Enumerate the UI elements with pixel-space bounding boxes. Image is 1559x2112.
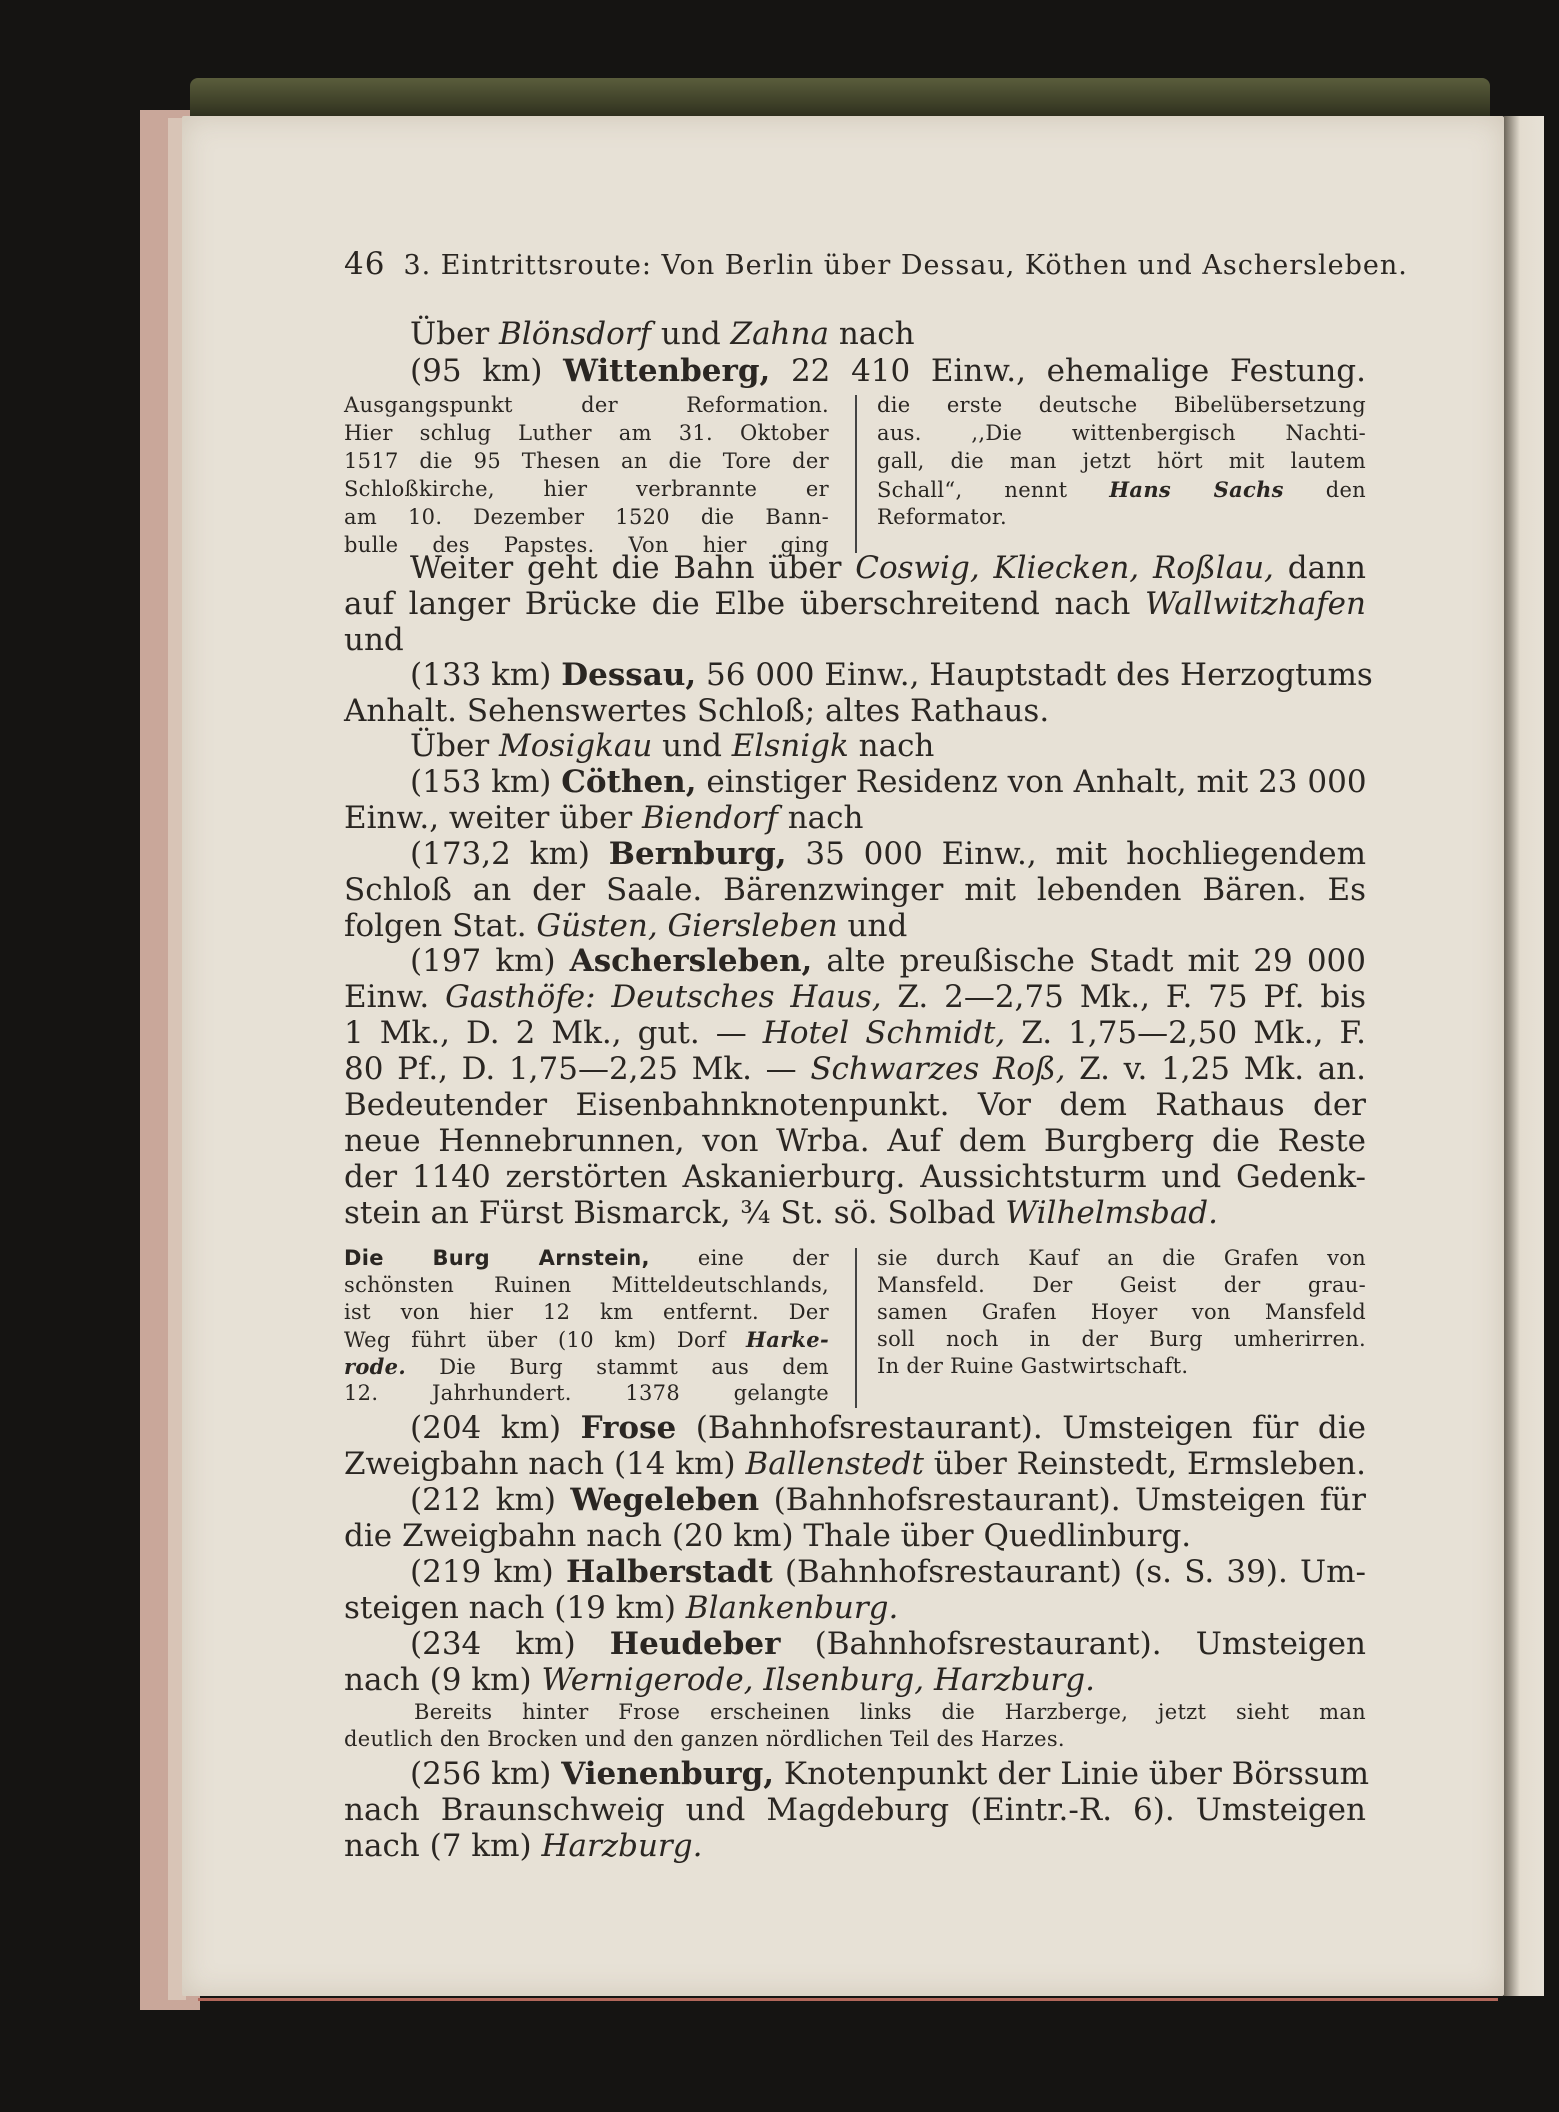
note-line: Mansfeld. Der Geist der grau- bbox=[877, 1273, 1366, 1297]
note-line: 1517 die 95 Thesen an die Tore der bbox=[344, 449, 829, 473]
note-line: Die Burg Arnstein, eine der bbox=[344, 1246, 829, 1270]
text-line: Bedeutender Eisenbahnknotenpunkt. Vor dem Rathaus der bbox=[344, 1087, 1366, 1123]
note-line: am 10. Dezember 1520 die Bann- bbox=[344, 505, 829, 529]
text-line: (95 km) Wittenberg, 22 410 Einw., ehemalige Festung. bbox=[410, 353, 1366, 389]
text-line: Weiter geht die Bahn über Coswig, Kliecken, Roßlau, dann bbox=[410, 550, 1366, 586]
text-line: nach (9 km) Wernigerode, Ilsenburg, Harzburg. bbox=[344, 1662, 1095, 1698]
note-line: samen Grafen Hoyer von Mansfeld bbox=[877, 1300, 1366, 1324]
note-line: Reformator. bbox=[877, 505, 1007, 529]
note-line: Weg führt über (10 km) Dorf Harke- bbox=[344, 1327, 829, 1352]
column-divider bbox=[855, 1248, 857, 1408]
note-line: rode. Die Burg stammt aus dem bbox=[344, 1354, 829, 1379]
text-line: steigen nach (19 km) Blankenburg. bbox=[344, 1590, 899, 1626]
column-divider bbox=[855, 395, 857, 553]
text-line: neue Hennebrunnen, von Wrba. Auf dem Burgberg die Reste bbox=[344, 1123, 1366, 1159]
page-number: 46 bbox=[344, 246, 386, 282]
running-header bbox=[344, 246, 1408, 282]
text-line: Zweigbahn nach (14 km) Ballenstedt über Reinstedt, Ermsleben. bbox=[344, 1446, 1366, 1482]
text-line: und bbox=[344, 622, 404, 658]
text-line: folgen Stat. Güsten, Giersleben und bbox=[344, 908, 908, 944]
text-line: 1 Mk., D. 2 Mk., gut. — Hotel Schmidt, Z. 1,75—2,50 Mk., F. bbox=[344, 1015, 1366, 1051]
text-line: (133 km) Dessau, 56 000 Einw., Hauptstadt des Herzogtums bbox=[410, 657, 1373, 693]
note-line: soll noch in der Burg umherirren. bbox=[877, 1327, 1366, 1351]
text-line: (212 km) Wegeleben (Bahnhofsrestaurant). Umsteigen für bbox=[410, 1482, 1366, 1518]
text-line: Einw. Gasthöfe: Deutsches Haus, Z. 2—2,75 Mk., F. 75 Pf. bis bbox=[344, 979, 1366, 1015]
note-line: 12. Jahrhundert. 1378 gelangte bbox=[344, 1381, 829, 1405]
note-line: Hier schlug Luther am 31. Oktober bbox=[344, 421, 829, 445]
text-line: Über Blönsdorf und Zahna nach bbox=[410, 316, 915, 352]
harz-note-line: Bereits hinter Frose erscheinen links die Harzberge, jetzt sieht man bbox=[414, 1700, 1366, 1724]
text-line: (197 km) Aschersleben, alte preußische Stadt mit 29 000 bbox=[410, 943, 1366, 979]
note-line: sie durch Kauf an die Grafen von bbox=[877, 1246, 1366, 1270]
text-line: auf langer Brücke die Elbe überschreitend nach Wallwitzhafen bbox=[344, 586, 1366, 622]
note-line: die erste deutsche Bibelübersetzung bbox=[877, 393, 1366, 417]
note-line: bulle des Papstes. Von hier ging bbox=[344, 533, 829, 557]
note-line: Schloßkirche, hier verbrannte er bbox=[344, 477, 829, 501]
facing-page-edge bbox=[1504, 116, 1544, 1996]
text-line: Anhalt. Sehenswertes Schloß; altes Rathaus. bbox=[344, 693, 1050, 729]
text-line: die Zweigbahn nach (20 km) Thale über Quedlinburg. bbox=[344, 1518, 1192, 1554]
note-line: aus. ,,Die wittenbergisch Nachti- bbox=[877, 421, 1366, 445]
text-line: (173,2 km) Bernburg, 35 000 Einw., mit hochliegendem bbox=[410, 836, 1366, 872]
note-line: In der Ruine Gastwirtschaft. bbox=[877, 1354, 1189, 1378]
text-line: (256 km) Vienenburg, Knotenpunkt der Linie über Börssum bbox=[410, 1756, 1370, 1792]
text-line: (204 km) Frose (Bahnhofsrestaurant). Umsteigen für die bbox=[410, 1410, 1367, 1446]
running-title: 3. Eintrittsroute: Von Berlin über Dessau, Köthen und Aschersleben. bbox=[403, 250, 1408, 281]
text-line: nach (7 km) Harzburg. bbox=[344, 1828, 703, 1864]
text-line: (219 km) Halberstadt (Bahnhofsrestaurant) (s. S. 39). Um- bbox=[410, 1554, 1366, 1590]
book-cover-top-edge bbox=[190, 78, 1490, 120]
page-bottom-rule bbox=[198, 1998, 1498, 2001]
note-line: schönsten Ruinen Mitteldeutschlands, bbox=[344, 1273, 829, 1297]
note-line: Ausgangspunkt der Reformation. bbox=[344, 393, 829, 417]
harz-note-line: deutlich den Brocken und den ganzen nördlichen Teil des Harzes. bbox=[344, 1727, 1065, 1751]
text-line: (234 km) Heudeber (Bahnhofsrestaurant). Umsteigen bbox=[410, 1626, 1366, 1662]
text-line: Über Mosigkau und Elsnigk nach bbox=[410, 728, 935, 764]
text-line: der 1140 zerstörten Askanierburg. Aussichtsturm und Gedenk- bbox=[344, 1159, 1366, 1195]
text-line: 80 Pf., D. 1,75—2,25 Mk. — Schwarzes Roß, Z. v. 1,25 Mk. an. bbox=[344, 1051, 1366, 1087]
text-line: Einw., weiter über Biendorf nach bbox=[344, 800, 864, 836]
text-line: Schloß an der Saale. Bärenzwinger mit lebenden Bären. Es bbox=[344, 872, 1366, 908]
text-line: (153 km) Cöthen, einstiger Residenz von Anhalt, mit 23 000 bbox=[410, 764, 1367, 800]
note-line: gall, die man jetzt hört mit lautem bbox=[877, 449, 1366, 473]
note-line: ist von hier 12 km entfernt. Der bbox=[344, 1300, 829, 1324]
text-line: nach Braunschweig und Magdeburg (Eintr.-R. 6). Umsteigen bbox=[344, 1792, 1366, 1828]
text-line: stein an Fürst Bismarck, ¾ St. sö. Solbad Wilhelmsbad. bbox=[344, 1195, 1218, 1231]
note-line: Schall“, nennt Hans Sachs den bbox=[877, 477, 1367, 502]
